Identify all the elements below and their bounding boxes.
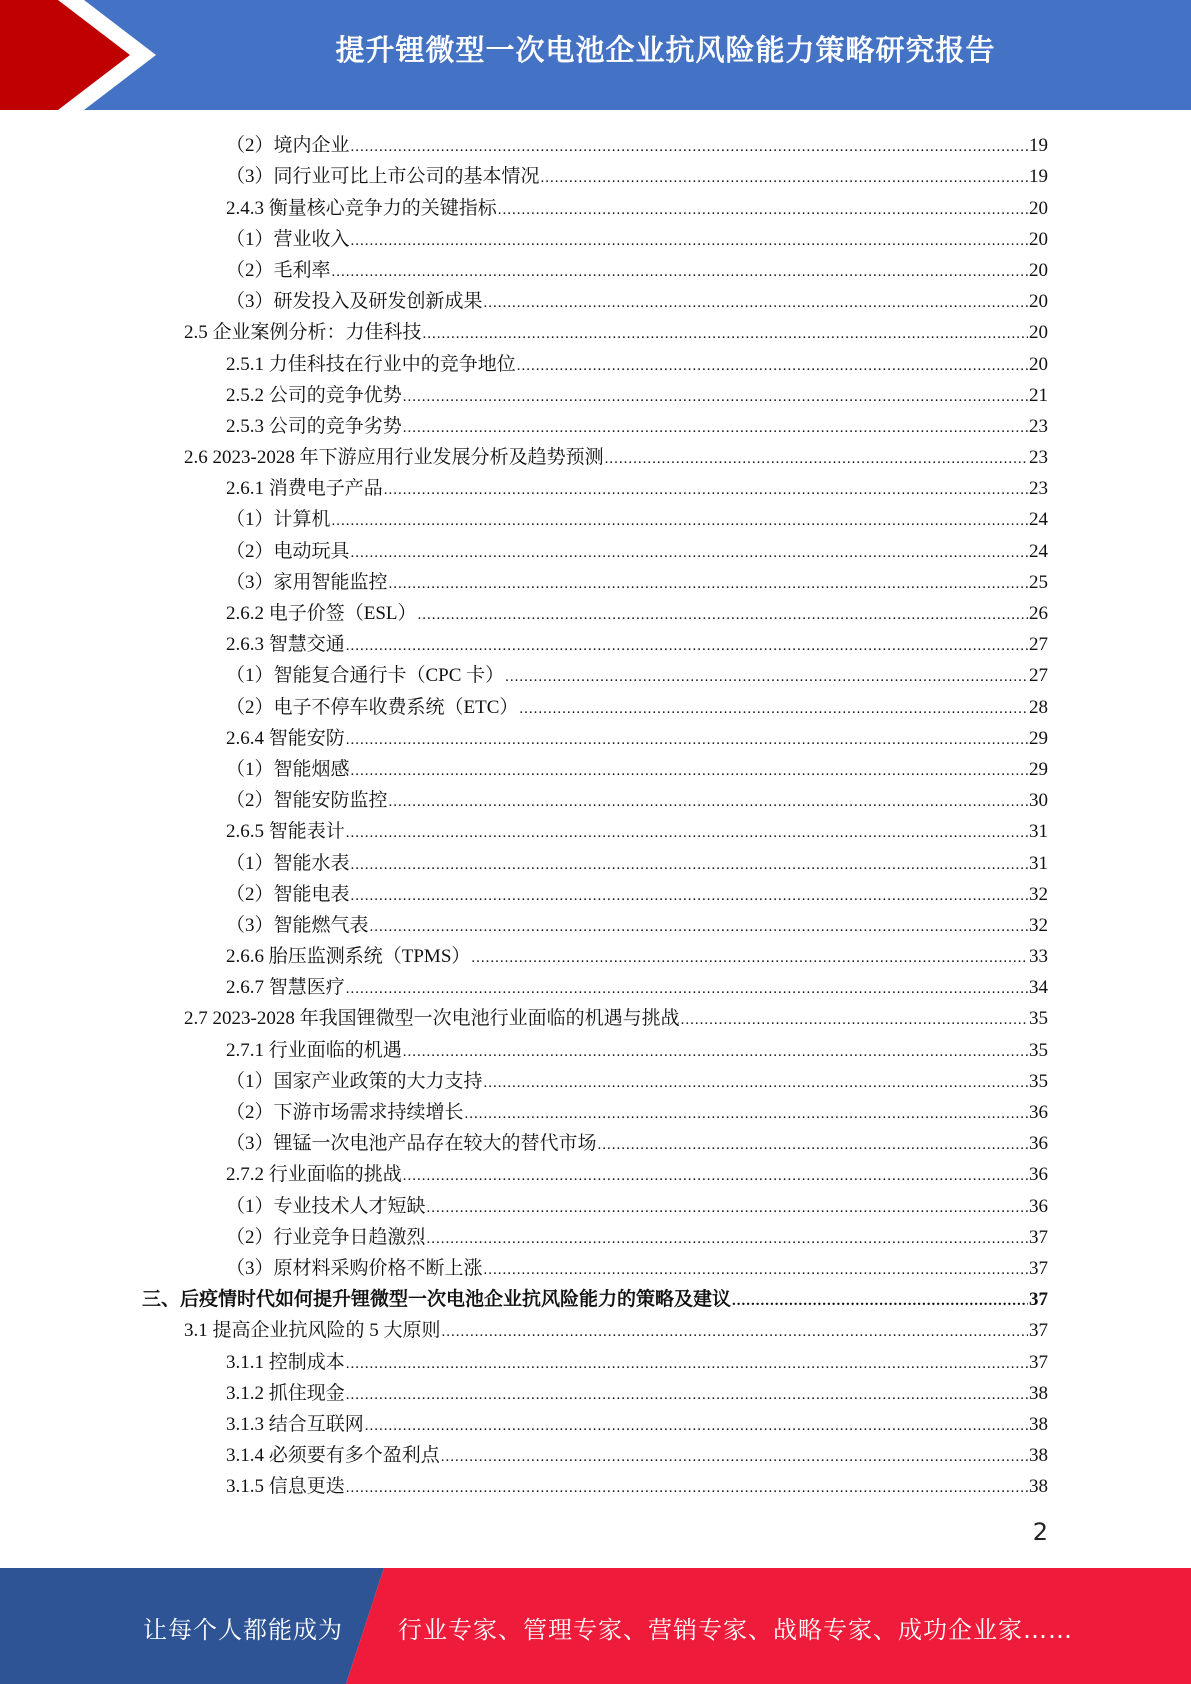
toc-dot-leader — [418, 604, 1028, 626]
toc-entry-page: 25 — [1029, 571, 1048, 593]
toc-entry-page: 29 — [1029, 758, 1048, 780]
toc-entry-page: 37 — [1029, 1257, 1048, 1279]
toc-entry-page: 37 — [1029, 1289, 1048, 1311]
document-title: 提升锂微型一次电池企业抗风险能力策略研究报告 — [335, 33, 996, 67]
toc-entry-page: 37 — [1029, 1351, 1048, 1373]
toc-dot-leader — [351, 230, 1028, 252]
toc-dot-leader — [351, 854, 1028, 876]
toc-dot-leader — [427, 1228, 1028, 1250]
toc-entry-page: 32 — [1029, 883, 1048, 905]
toc-entry[interactable] — [0, 408, 1191, 439]
toc-entry-title: （2）毛利率 — [226, 259, 331, 281]
toc-entry-title: （3）研发投入及研发创新成果 — [226, 291, 483, 313]
toc-entry[interactable] — [0, 1156, 1191, 1187]
toc-entry[interactable] — [0, 127, 1191, 158]
toc-entry-page: 21 — [1029, 384, 1048, 406]
toc-entry[interactable] — [0, 1437, 1191, 1468]
toc-entry[interactable] — [0, 252, 1191, 283]
toc-entry[interactable] — [0, 1000, 1191, 1031]
toc-entry-page: 23 — [1029, 447, 1048, 469]
toc-entry-page: 26 — [1029, 603, 1048, 624]
toc-entry[interactable] — [0, 1219, 1191, 1250]
toc-entry-page: 38 — [1029, 1413, 1048, 1435]
toc-entry-page: 20 — [1029, 259, 1048, 281]
toc-dot-leader — [365, 1415, 1028, 1437]
toc-dot-leader — [346, 1353, 1028, 1375]
toc-dot-leader — [465, 1103, 1028, 1125]
toc-entry-page: 23 — [1029, 415, 1048, 437]
toc-entry[interactable] — [0, 1031, 1191, 1062]
toc-entry-page: 35 — [1029, 1070, 1048, 1092]
toc-entry[interactable] — [0, 439, 1191, 470]
toc-entry-title: 2.5.2 公司的竞争优势 — [226, 384, 402, 406]
toc-entry[interactable] — [0, 844, 1191, 875]
footer-slogan-left: 让每个人都能成为 — [143, 1616, 343, 1644]
toc-entry[interactable] — [0, 626, 1191, 657]
toc-entry-title: 3.1.4 必须要有多个盈利点 — [226, 1445, 440, 1467]
toc-entry[interactable] — [0, 221, 1191, 252]
toc-entry[interactable] — [0, 158, 1191, 189]
toc-entry-title: 2.7 2023-2028 年我国锂微型一次电池行业面临的机遇与挑战 — [184, 1008, 680, 1030]
toc-entry-page: 34 — [1029, 977, 1048, 999]
toc-dot-leader — [346, 1384, 1028, 1406]
toc-entry[interactable] — [0, 720, 1191, 751]
toc-entry-title: （3）原材料采购价格不断上涨 — [226, 1257, 483, 1279]
toc-entry-title: （2）电子不停车收费系统（ETC） — [226, 696, 519, 718]
toc-entry-title: （3）家用智能监控 — [226, 571, 388, 593]
table-of-contents — [0, 127, 1191, 1499]
toc-entry-title: （2）电动玩具 — [226, 540, 350, 562]
toc-entry-page: 19 — [1029, 166, 1048, 188]
toc-entry-title: （1）专业技术人才短缺 — [226, 1195, 426, 1217]
toc-entry-title: 3.1.2 抓住现金 — [226, 1382, 345, 1404]
toc-entry-page: 20 — [1029, 228, 1048, 250]
toc-entry-page: 31 — [1029, 852, 1048, 874]
toc-entry-title: （1）智能复合通行卡（CPC 卡） — [226, 665, 505, 687]
toc-entry-title: 2.6.4 智能安防 — [226, 727, 345, 749]
toc-entry-title: （2）下游市场需求持续增长 — [226, 1102, 464, 1123]
toc-dot-leader — [517, 355, 1028, 377]
toc-dot-leader — [484, 292, 1028, 314]
toc-entry-page: 20 — [1029, 291, 1048, 313]
toc-entry[interactable] — [0, 782, 1191, 813]
toc-dot-leader — [732, 1290, 1028, 1312]
toc-entry-title: （1）营业收入 — [226, 228, 350, 250]
toc-dot-leader — [346, 822, 1028, 844]
toc-entry-page: 36 — [1029, 1102, 1048, 1123]
toc-entry-page: 36 — [1029, 1195, 1048, 1217]
toc-dot-leader — [423, 323, 1028, 345]
toc-entry[interactable] — [0, 813, 1191, 844]
toc-entry-title: 2.6.6 胎压监测系统（TPMS） — [226, 946, 471, 968]
toc-entry[interactable] — [0, 1281, 1191, 1312]
toc-entry-title: 2.7.1 行业面临的机遇 — [226, 1039, 402, 1061]
toc-entry-page: 27 — [1029, 665, 1048, 687]
footer-slogan-right: 行业专家、管理专家、营销专家、战略专家、成功企业家…… — [398, 1616, 1073, 1644]
toc-entry-title: （2）智能安防监控 — [226, 790, 388, 812]
toc-entry[interactable] — [0, 377, 1191, 408]
toc-dot-leader — [370, 916, 1028, 938]
toc-entry-title: （1）智能水表 — [226, 852, 350, 874]
toc-entry-title: （1）计算机 — [226, 509, 331, 531]
footer-band — [0, 1568, 1191, 1684]
toc-entry-page: 28 — [1029, 696, 1048, 718]
toc-entry-page: 24 — [1029, 509, 1048, 531]
toc-dot-leader — [384, 479, 1028, 501]
toc-entry[interactable] — [0, 1250, 1191, 1281]
toc-entry-page: 19 — [1029, 135, 1048, 157]
toc-dot-leader — [505, 666, 1028, 688]
toc-entry-page: 30 — [1029, 790, 1048, 812]
toc-entry-page: 35 — [1029, 1008, 1048, 1030]
toc-dot-leader — [403, 1165, 1028, 1187]
toc-entry-title: （3）智能燃气表 — [226, 914, 369, 936]
toc-entry[interactable] — [0, 938, 1191, 969]
toc-entry[interactable] — [0, 688, 1191, 719]
toc-entry-page: 33 — [1029, 946, 1048, 968]
toc-entry-title: 2.6.1 消费电子产品 — [226, 478, 383, 500]
toc-entry-title: 2.6 2023-2028 年下游应用行业发展分析及趋势预测 — [184, 447, 604, 469]
toc-dot-leader — [471, 947, 1028, 969]
toc-dot-leader — [346, 635, 1028, 657]
toc-dot-leader — [346, 1477, 1028, 1499]
toc-entry-page: 31 — [1029, 821, 1048, 843]
toc-entry[interactable] — [0, 314, 1191, 345]
toc-entry-page: 29 — [1029, 727, 1048, 749]
toc-entry-page: 36 — [1029, 1164, 1048, 1186]
toc-entry-title: 2.6.3 智慧交通 — [226, 634, 345, 656]
toc-entry[interactable] — [0, 1312, 1191, 1343]
toc-entry-title: 三、后疫情时代如何提升锂微型一次电池企业抗风险能力的策略及建议 — [142, 1289, 732, 1311]
toc-entry[interactable] — [0, 470, 1191, 501]
toc-dot-leader — [442, 1321, 1028, 1343]
toc-dot-leader — [427, 1197, 1028, 1219]
toc-entry[interactable] — [0, 657, 1191, 688]
toc-dot-leader — [332, 261, 1028, 283]
toc-entry[interactable] — [0, 345, 1191, 376]
toc-entry-page: 37 — [1029, 1320, 1048, 1342]
toc-dot-leader — [346, 729, 1028, 751]
toc-dot-leader — [403, 386, 1028, 408]
toc-dot-leader — [332, 510, 1028, 532]
toc-entry-title: （2）行业竞争日趋激烈 — [226, 1226, 426, 1248]
toc-dot-leader — [403, 417, 1028, 439]
toc-entry-title: （2）境内企业 — [226, 135, 350, 157]
toc-entry-title: （1）智能烟感 — [226, 758, 350, 780]
toc-entry-title: 2.6.2 电子价签（ESL） — [226, 603, 417, 624]
toc-entry-page: 35 — [1029, 1039, 1048, 1061]
toc-entry-title: 2.6.5 智能表计 — [226, 821, 345, 843]
toc-entry-page: 20 — [1029, 322, 1048, 344]
toc-dot-leader — [519, 698, 1028, 720]
toc-entry-title: 2.5 企业案例分析：力佳科技 — [184, 322, 422, 344]
toc-entry-title: （2）智能电表 — [226, 883, 350, 905]
toc-dot-leader — [541, 167, 1028, 189]
toc-entry[interactable] — [0, 1406, 1191, 1437]
toc-entry-page: 38 — [1029, 1382, 1048, 1404]
toc-entry-title: （1）国家产业政策的大力支持 — [226, 1070, 483, 1092]
toc-entry-title: 3.1 提高企业抗风险的 5 大原则 — [184, 1320, 441, 1342]
toc-entry-page: 38 — [1029, 1476, 1048, 1498]
toc-entry-title: 3.1.1 控制成本 — [226, 1351, 345, 1373]
toc-dot-leader — [351, 885, 1028, 907]
toc-entry[interactable] — [0, 751, 1191, 782]
toc-entry[interactable] — [0, 1375, 1191, 1406]
toc-entry-title: 2.6.7 智慧医疗 — [226, 977, 345, 999]
toc-dot-leader — [681, 1009, 1028, 1031]
toc-entry-page: 23 — [1029, 478, 1048, 500]
toc-entry-title: 2.5.3 公司的竞争劣势 — [226, 415, 402, 437]
toc-entry-page: 32 — [1029, 914, 1048, 936]
page-number: 2 — [1032, 1518, 1048, 1546]
toc-dot-leader — [351, 542, 1028, 564]
header-band — [0, 0, 1191, 110]
toc-entry-page: 37 — [1029, 1226, 1048, 1248]
toc-entry[interactable] — [0, 283, 1191, 314]
toc-entry-title: 3.1.3 结合互联网 — [226, 1413, 364, 1435]
toc-entry-title: 2.7.2 行业面临的挑战 — [226, 1164, 402, 1186]
toc-entry-page: 36 — [1029, 1133, 1048, 1155]
toc-entry[interactable] — [0, 532, 1191, 563]
toc-entry[interactable] — [0, 564, 1191, 595]
toc-entry-title: 2.4.3 衡量核心竞争力的关键指标 — [226, 197, 497, 219]
toc-entry[interactable] — [0, 1125, 1191, 1156]
toc-entry[interactable] — [0, 1063, 1191, 1094]
toc-entry[interactable] — [0, 969, 1191, 1000]
toc-dot-leader — [403, 1041, 1028, 1063]
toc-entry[interactable] — [0, 595, 1191, 626]
toc-dot-leader — [351, 136, 1028, 158]
toc-dot-leader — [389, 573, 1028, 595]
toc-entry-page: 20 — [1029, 353, 1048, 375]
toc-entry-page: 24 — [1029, 540, 1048, 562]
toc-entry-title: 2.5.1 力佳科技在行业中的竞争地位 — [226, 353, 516, 375]
toc-entry-title: （3）锂锰一次电池产品存在较大的替代市场 — [226, 1133, 597, 1155]
toc-entry-page: 38 — [1029, 1445, 1048, 1467]
toc-entry[interactable] — [0, 189, 1191, 220]
toc-entry[interactable] — [0, 1094, 1191, 1125]
toc-dot-leader — [484, 1072, 1028, 1094]
toc-dot-leader — [441, 1446, 1028, 1468]
toc-entry-title: 3.1.5 信息更迭 — [226, 1476, 345, 1498]
toc-entry[interactable] — [0, 1343, 1191, 1374]
toc-entry-title: （3）同行业可比上市公司的基本情况 — [226, 166, 540, 188]
toc-entry-page: 20 — [1029, 197, 1048, 219]
toc-dot-leader — [605, 448, 1028, 470]
toc-entry[interactable] — [0, 876, 1191, 907]
toc-dot-leader — [598, 1134, 1028, 1156]
toc-dot-leader — [389, 791, 1028, 813]
toc-entry[interactable] — [0, 1187, 1191, 1218]
toc-dot-leader — [498, 199, 1028, 221]
toc-dot-leader — [351, 760, 1028, 782]
toc-dot-leader — [484, 1259, 1028, 1281]
toc-entry[interactable] — [0, 501, 1191, 532]
toc-entry[interactable] — [0, 907, 1191, 938]
toc-dot-leader — [346, 978, 1028, 1000]
toc-entry-page: 27 — [1029, 634, 1048, 656]
toc-entry[interactable] — [0, 1468, 1191, 1499]
